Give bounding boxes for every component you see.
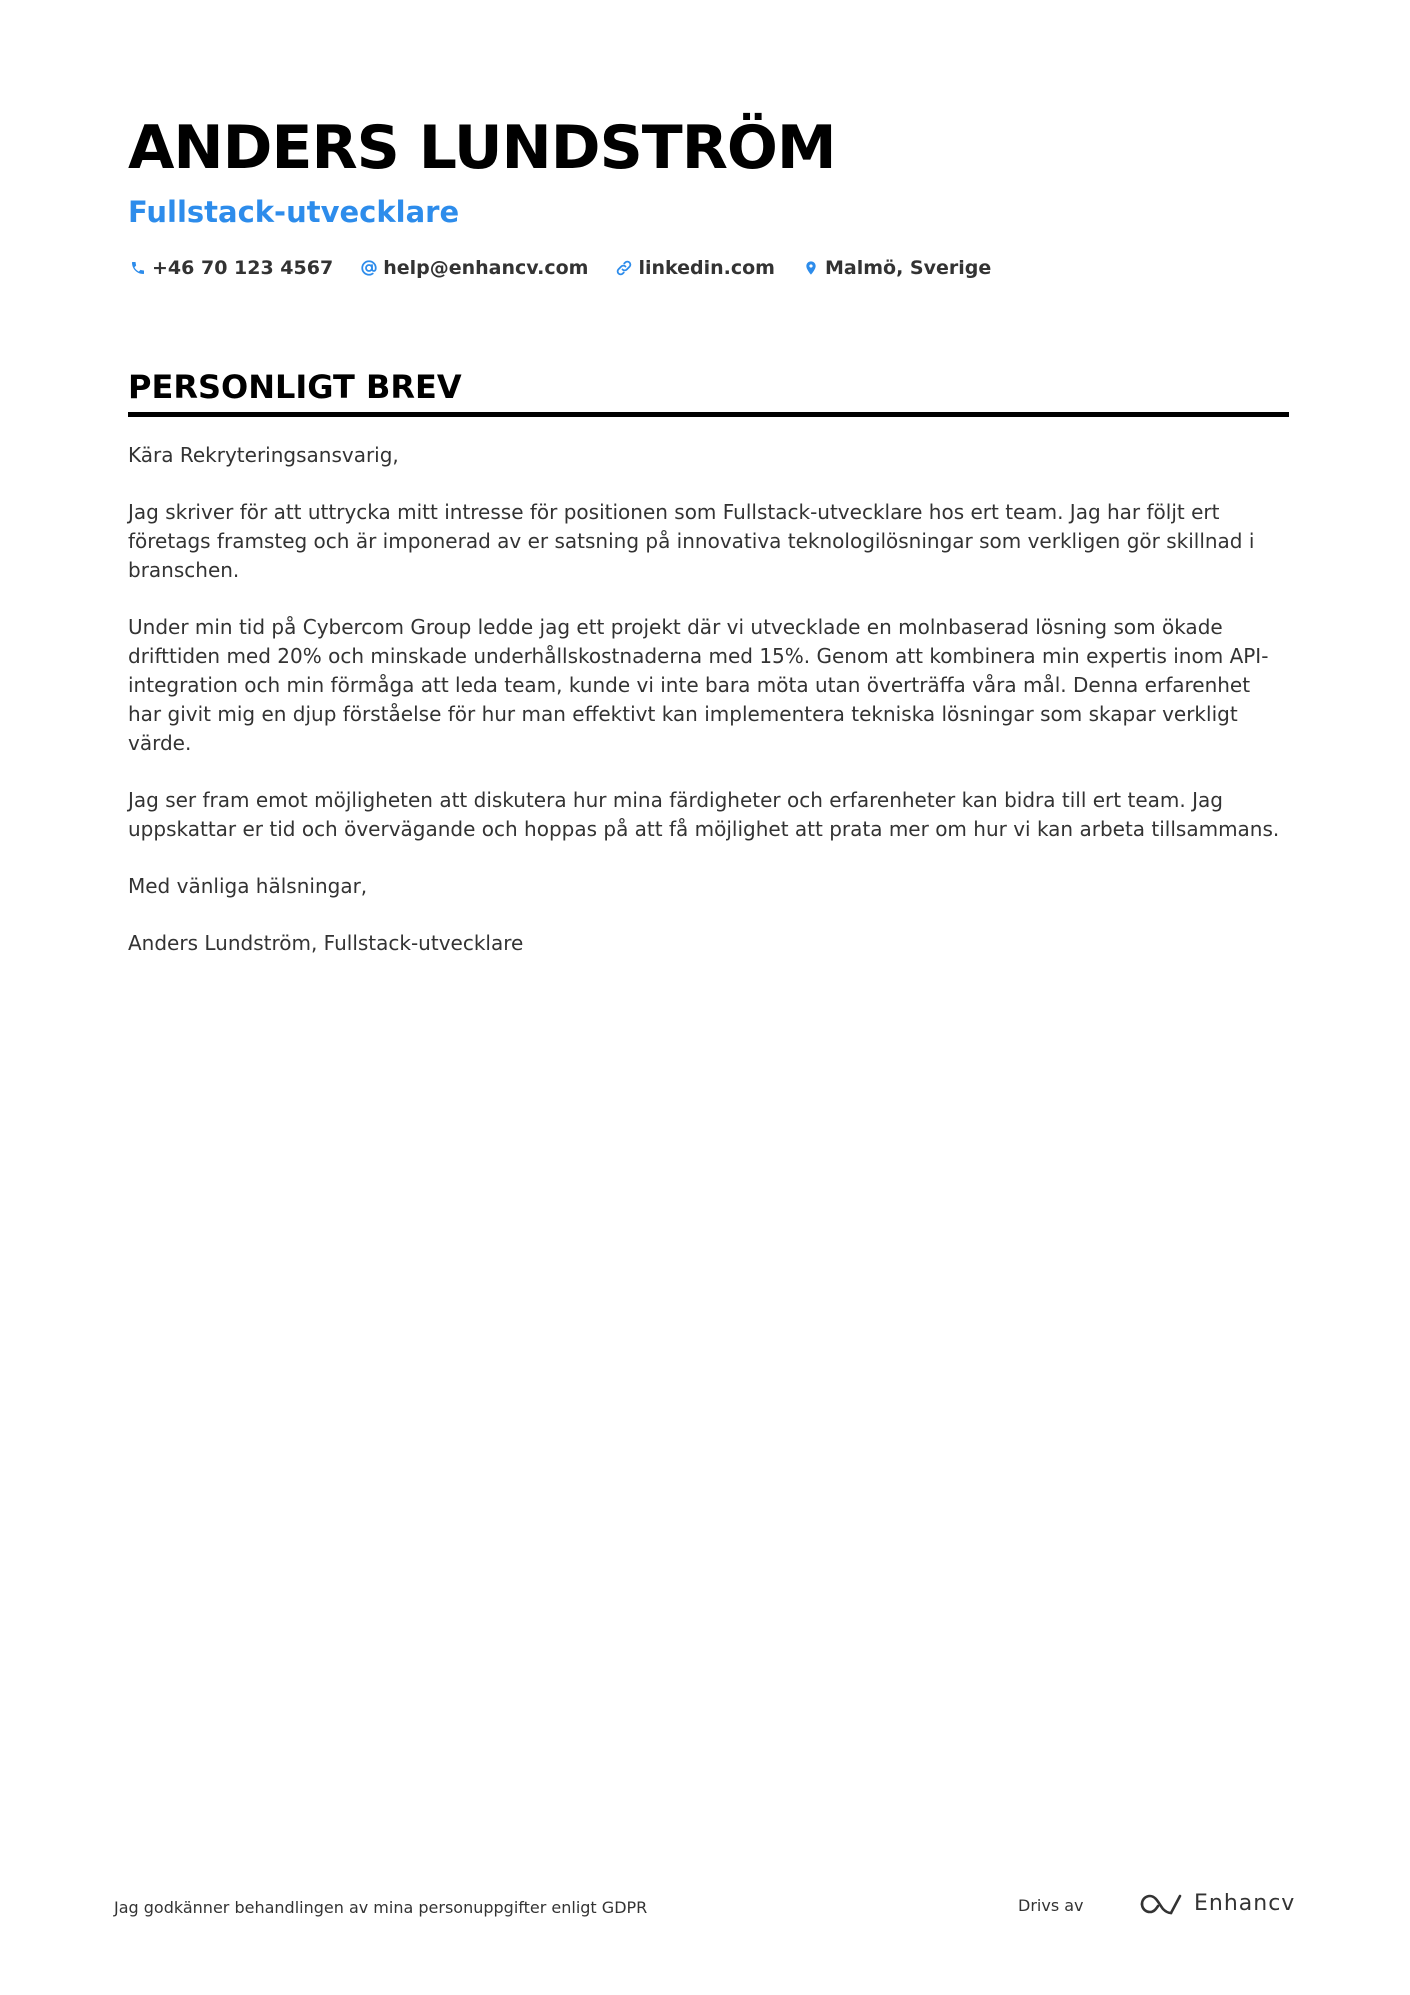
email-address: help@enhancv.com bbox=[383, 257, 589, 279]
letter-paragraph: Jag ser fram emot möjligheten att diskutera hur mina färdigheter och erfarenheter kan bidra till ert team. Jag uppskattar er tid och övervägande och hoppas på att få möjlighet att prata mer om hur vi kan arbeta tillsammans. bbox=[128, 788, 1280, 841]
contact-phone bbox=[128, 254, 333, 282]
enhancv-brand[interactable] bbox=[1138, 1889, 1295, 1919]
enhancv-logo-icon bbox=[1138, 1889, 1184, 1919]
page-footer bbox=[0, 1885, 1410, 1935]
letter-paragraph: Jag skriver för att uttrycka mitt intresse för positionen som Fullstack-utvecklare hos ert team. Jag har följt ert företags framsteg och är imponerad av er satsning på innovativa teknologilösningar som verkligen gör skillnad i branschen. bbox=[128, 500, 1255, 582]
gdpr-consent-text: Jag godkänner behandlingen av mina personuppgifter enligt GDPR bbox=[114, 1898, 648, 1917]
letter-signature: Anders Lundström, Fullstack-utvecklare bbox=[128, 931, 524, 955]
location-pin-icon bbox=[801, 258, 821, 278]
letter-closing: Med vänliga hälsningar, bbox=[128, 874, 368, 898]
section-divider bbox=[128, 412, 1289, 417]
link-icon bbox=[614, 258, 634, 278]
letter-greeting: Kära Rekryteringsansvarig, bbox=[128, 443, 399, 467]
cover-letter-section bbox=[128, 366, 1289, 986]
contact-info bbox=[128, 254, 1288, 282]
contact-email[interactable] bbox=[359, 254, 588, 282]
job-title: Fullstack-utvecklare bbox=[128, 195, 460, 229]
brand-name: Enhancv bbox=[1194, 1891, 1296, 1916]
location-text: Malmö, Sverige bbox=[824, 257, 992, 279]
letter-body bbox=[128, 441, 1289, 958]
linkedin-link: linkedin.com bbox=[638, 257, 775, 279]
section-title: PERSONLIGT BREV bbox=[128, 368, 462, 406]
at-icon bbox=[359, 258, 379, 278]
letter-paragraph: Under min tid på Cybercom Group ledde jag ett projekt där vi utvecklade en molnbaserad lösning som ökade drifttiden med 20% och minskade underhållskostnaderna med 15%. Genom att kombinera min expertis inom API-integration och min förmåga att leda team, kunde vi inte bara möta utan överträffa våra mål. Denna erfarenhet har givit mig en djup förståelse för hur man effektivt kan implementera tekniska lösningar som skapar verkligt värde. bbox=[128, 615, 1269, 755]
powered-by-label: Drivs av bbox=[1018, 1896, 1084, 1915]
applicant-name: ANDERS LUNDSTRÖM bbox=[128, 113, 836, 183]
contact-linkedin[interactable] bbox=[614, 254, 775, 282]
letter-header bbox=[128, 108, 1288, 282]
contact-location bbox=[801, 254, 991, 282]
phone-number: +46 70 123 4567 bbox=[152, 257, 334, 279]
phone-icon bbox=[128, 258, 148, 278]
